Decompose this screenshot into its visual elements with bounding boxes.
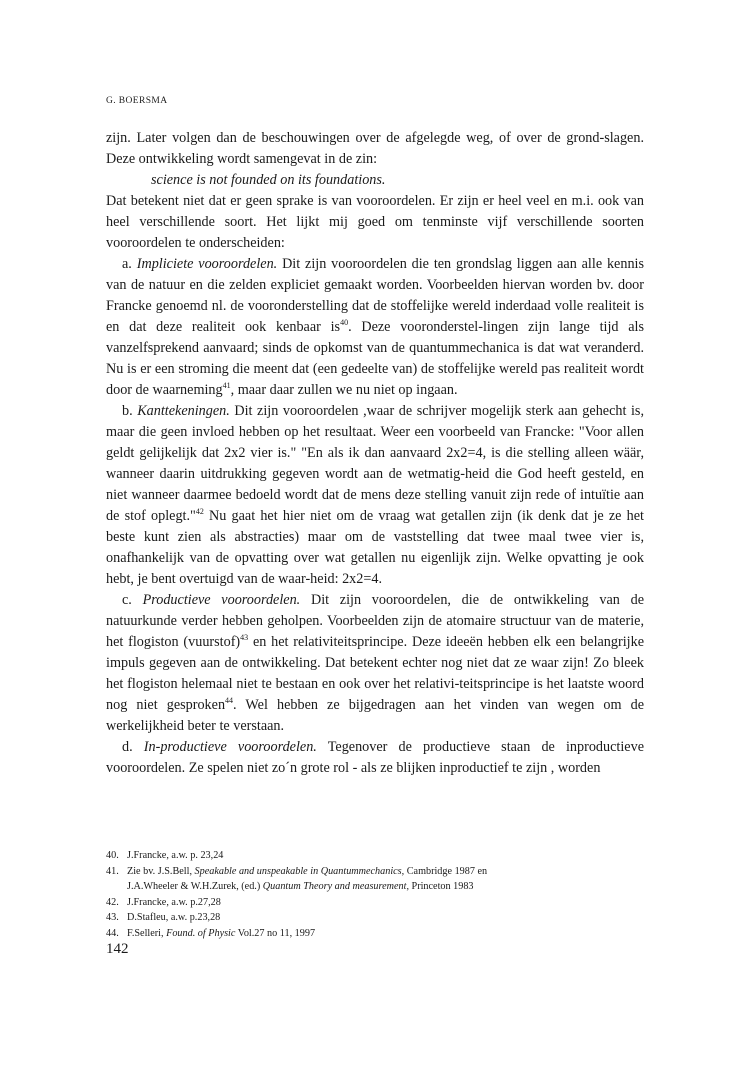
section-d: d. In-productieve vooroordelen. Tegenover de productieve staan de inproductieve vooroordelen. Ze spelen niet zo´n grote rol - als ze blijken inproductief te zijn , worden [106,739,644,776]
main-text [106,128,644,779]
footnote: 42. J.Francke, a.w. p.27,28 [106,896,221,908]
section-label: c. [122,592,132,608]
footnote: 43. D.Stafleu, a.w. p.23,28 [106,912,221,924]
footnote-ref: 40 [340,318,349,327]
quote: science is not founded on its foundations. [151,172,386,188]
section-a: a. Impliciete vooroordelen. Dit zijn vooroordelen die ten grondslag liggen aan alle kennis van de natuur en die zelden expliciet gemaakt worden. Voorbeelden hiervan worden bv. door Francke genoemd nl. de vooronderstelling dat de stoffelijke wereld inderdaad volle realiteit is en dat deze realiteit ook kenbaar $is^{40}$. Deze vooronderstel-lingen zijn lange tijd als vanzelfsprekend aanvaard; sinds de opkomst van de quantummechanica is dat wat veranderd. Nu is er een stroming die meent dat (een gedeelte van) de stoffelijke wereld pas realiteit wordt door de waarneming$^{41}$, maar daar zullen we nu niet op ingaan. [106,256,645,398]
footnote: 41. Zie bv. J.S.Bell, Speakable and unspeakable in Quantummechanics, Cambridge 1987 en [106,865,488,877]
section-label: b. [122,403,133,419]
section-b: b. Kanttekeningen. Dit zijn vooroordelen ,waar de schrijver mogelijk sterk aan gehecht is, maar die geen invloed hebben op het resultaat. Weer een voorbeeld van Francke: "Voor allen geldt gelijkelijk dat 2x2 vier is." "En als ik dan aanvaard 2x2=4, is die stelling alleen wäär, wanneer daarin uitdrukking gegeven wordt aan de wetmatig-heid die God heeft gesteld, en niet wanneer daarmee bedoeld wordt dat de mens deze stelling vanuit zijn rede of intuïtie aan de stof oplegt."$^{42}$ Nu gaat het hier niet om de vraag wat getallen zijn (ik denk dat je ze het beste kunt zien als abstracties) maar om de vaststelling dat twee maal twee vier is, onafhankelijk van de opvatting over wat getallen nu eigenlijk zijn. Welke opvatting je ook hebt, je bent overtuigd van de waar-heid: 2x2=4. [106,403,644,587]
footnote: 40. J.Francke, a.w. p. 23,24 [106,850,224,861]
footnote-ref: 44 [225,696,234,705]
section-title: Impliciete vooroordelen. [136,256,278,272]
section-c: c. Productieve vooroordelen. Dit zijn vooroordelen, die de ontwikkeling van de natuurkunde verder hebben geholpen. Voorbeelden zijn de atomaire structuur van de materie, het flogiston (vuurstof)$^{43}$ en het relativiteitsprincipe. Deze ideeën hebben elk een belangrijke impuls gegeven aan de ontwikkeling. Dat betekent echter nog niet dat ze waar zijn! Zo bleek het flogiston helemaal niet te bestaan en ook over het relativi-teitsprincipe is het laatste woord nog niet gesproken$^{44}$. Wel hebben ze bijgedragen aan het vinden van wegen om de werkelijkheid beter te verstaan. [106,592,644,734]
section-label: d. [122,739,133,755]
footnote-ref: 41 [222,381,231,390]
footnote-ref: 43 [240,633,249,642]
page-number: 142 [106,941,129,957]
footnote: 44. F.Selleri, Found. of Physic Vol.27 no 11, 1997 [106,927,316,939]
paragraph: Dat betekent niet dat er geen sprake is van vooroordelen. Er zijn er heel veel en m.i. ook van heel verschillende soort. Het lijkt mij goed om tenminste vijf verschillende soorten vooroordelen te onderscheiden: [106,193,644,251]
footnote-ref: 42 [195,507,204,516]
section-title: Kanttekeningen. [137,403,230,419]
running-header: G. BOERSMA [106,96,168,106]
section-title: In-productieve vooroordelen. [143,739,317,755]
paragraph: zijn. Later volgen dan de beschouwingen over de afgelegde weg, of over de grond-slagen. Deze ontwikkeling wordt samengevat in de zin: [106,130,644,167]
section-title: Productieve vooroordelen. [142,592,301,608]
section-label: a. [122,256,132,272]
footnotes [106,848,644,942]
footnote-continuation: J.A.Wheeler & W.H.Zurek, (ed.) Quantum Theory and measurement, Princeton 1983 [127,881,474,893]
